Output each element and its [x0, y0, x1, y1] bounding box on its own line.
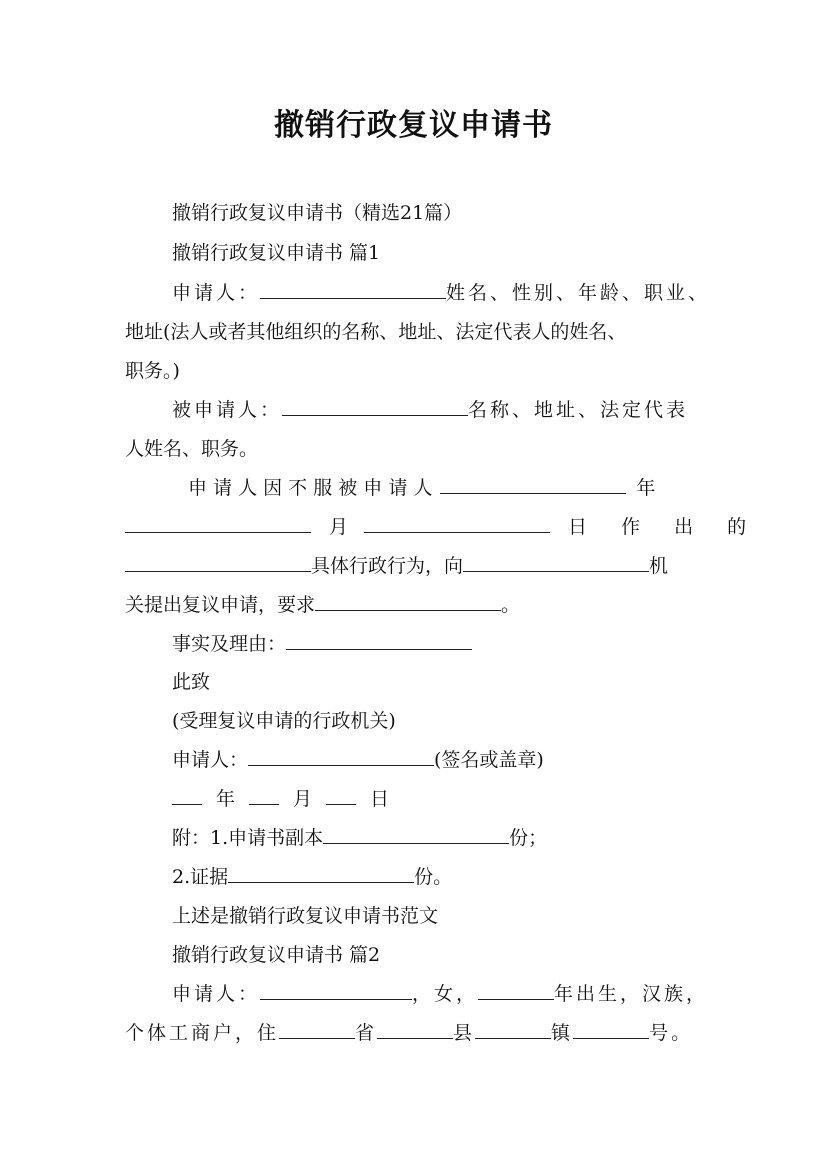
applicant2-address-label: 个体工商户，住: [125, 1022, 280, 1044]
year-blank: [172, 786, 202, 805]
attachment-copy-blank: [323, 825, 509, 844]
number-label: 号。: [649, 1022, 694, 1044]
subtitle-line: 撤销行政复议申请书（精选21篇）: [172, 202, 463, 224]
attachment-line-1: [172, 823, 762, 850]
respondent-line: [172, 395, 762, 422]
date-month: 月: [293, 788, 313, 810]
town-blank: [475, 1020, 551, 1039]
applicant-desc-line-3: 职务。): [125, 360, 180, 382]
attachment-evidence-label: 2.证据: [172, 866, 229, 888]
statement-end: 。: [501, 594, 521, 616]
signature-line: [172, 745, 762, 772]
section-heading-1: 撤销行政复议申请书 篇1: [172, 242, 381, 264]
attachment-copy-label: 附：1.申请书副本: [172, 827, 324, 849]
province-label: 省: [355, 1022, 378, 1044]
statement-blank-3: [364, 514, 550, 533]
document-title: 撤销行政复议申请书: [274, 108, 553, 143]
applicant-blank: [260, 280, 446, 299]
applicant2-year-blank: [478, 981, 554, 1000]
statement-blank-5: [463, 553, 649, 572]
applicant-label: 申请人：: [172, 282, 261, 304]
statement-year: 年: [636, 477, 656, 499]
statement-blank-1: [440, 475, 626, 494]
statement-line-4: [125, 590, 715, 617]
applicant2-line-1: [172, 979, 762, 1006]
date-year: 年: [216, 788, 236, 810]
applicant2-gender: ，女，: [412, 983, 479, 1005]
applicant2-birth: 年出生，汉族，: [554, 983, 709, 1005]
recipient-line: (受理复议申请的行政机关): [172, 710, 396, 732]
signature-blank: [248, 747, 434, 766]
applicant2-line-2: [125, 1018, 715, 1045]
attachment-evidence-blank: [228, 864, 414, 883]
province-blank: [279, 1020, 355, 1039]
facts-line: [172, 629, 762, 656]
statement-day: 日 作 出 的: [568, 516, 761, 538]
applicant2-label: 申请人：: [172, 983, 261, 1005]
applicant2-name-blank: [260, 981, 412, 1000]
statement-month: 月: [329, 516, 349, 538]
date-line: [172, 784, 762, 811]
number-blank: [573, 1020, 649, 1039]
statement-blank-2: [125, 514, 311, 533]
salutation: 此致: [172, 671, 211, 693]
statement-line-1: [188, 473, 778, 500]
statement-request: 关提出复议申请，要求: [125, 594, 316, 616]
signature-note: (签名或盖章): [434, 749, 544, 771]
sample-end-note: 上述是撤销行政复议申请书范文: [172, 905, 439, 927]
statement-blank-4: [125, 553, 311, 572]
date-day: 日: [370, 788, 390, 810]
respondent-blank: [282, 397, 468, 416]
county-blank: [377, 1020, 453, 1039]
facts-label: 事实及理由：: [172, 633, 287, 655]
attachment-line-2: [172, 862, 762, 889]
month-blank: [249, 786, 279, 805]
signature-label: 申请人：: [172, 749, 249, 771]
county-label: 县: [453, 1022, 476, 1044]
facts-blank: [286, 631, 472, 650]
respondent-desc: 名称、地址、法定代表: [468, 399, 689, 421]
respondent-desc-line-2: 人姓名、职务。: [125, 438, 259, 460]
statement-text-1: 申 请 人 因 不 服 被 申 请 人: [188, 477, 433, 499]
section-heading-2: 撤销行政复议申请书 篇2: [172, 944, 381, 966]
applicant-desc: 姓名、性别、年龄、职业、: [446, 282, 711, 304]
town-label: 镇: [551, 1022, 574, 1044]
attachment-evidence-unit: 份。: [414, 866, 453, 888]
statement-line-3: [125, 551, 715, 578]
applicant-desc-line-2: 地址(法人或者其他组织的名称、地址、法定代表人的姓名、: [125, 321, 627, 343]
statement-organ: 机: [649, 555, 669, 577]
statement-action: 具体行政行为，向: [311, 555, 464, 577]
statement-blank-6: [315, 592, 501, 611]
day-blank: [326, 786, 356, 805]
applicant-line: [172, 278, 762, 305]
statement-line-2: [125, 512, 761, 539]
attachment-copy-unit: 份；: [509, 827, 548, 849]
respondent-label: 被申请人：: [172, 399, 283, 421]
